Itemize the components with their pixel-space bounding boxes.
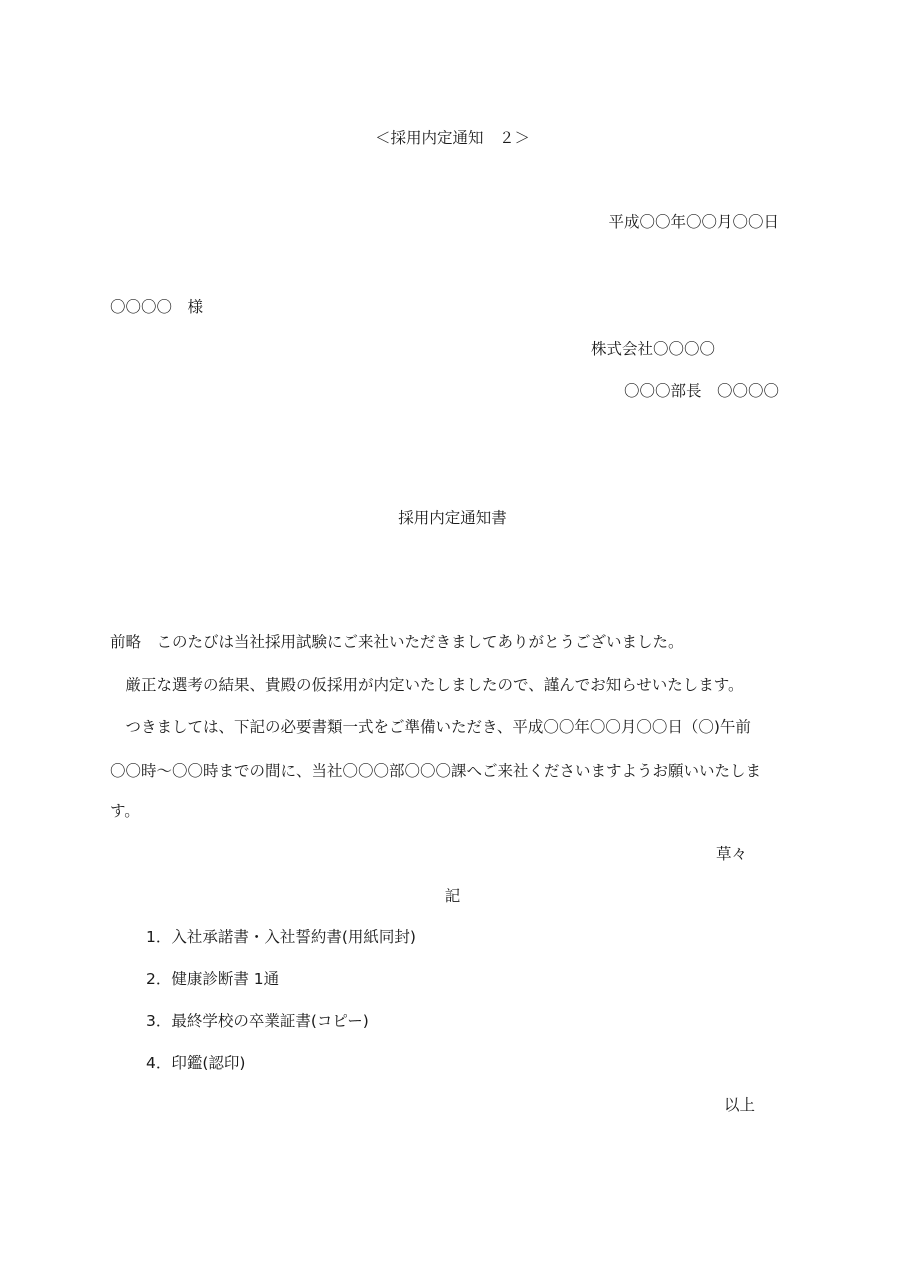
list-item: 2．健康診断書 1通 [146,970,280,988]
body-line: 〇〇時～〇〇時までの間に、当社〇〇〇部〇〇〇課へご来社くださいますようお願いいたしま [110,762,762,780]
sender-name: 〇〇〇部長 〇〇〇〇 [623,382,779,400]
list-item: 1．入社承諾書・入社誓約書(用紙同封) [146,928,416,946]
issue-date: 平成〇〇年〇〇月〇〇日 [608,213,779,231]
body-line: す。 [110,802,140,820]
recipient-name: 〇〇〇〇 様 [110,298,204,316]
list-item: 4．印鑑(認印) [146,1054,246,1072]
document-title: 採用内定通知書 [398,509,507,527]
body-line: 厳正な選考の結果、貴殿の仮採用が内定いたしましたので、謹んでお知らせいたします。 [110,676,744,694]
end-mark: 以上 [723,1096,755,1114]
ki-label: 記 [444,887,461,905]
sender-company: 株式会社〇〇〇〇 [590,340,715,358]
closing-phrase: 草々 [715,845,747,863]
body-line: 前略 このたびは当社採用試験にご来社いただきましてありがとうございました。 [110,633,684,651]
list-item: 3．最終学校の卒業証書(コピー) [146,1012,369,1030]
body-line: つきましては、下記の必要書類一式をご準備いただき、平成〇〇年〇〇月〇〇日（〇)午前 [110,718,751,736]
document-heading: ＜採用内定通知 ２＞ [374,129,530,147]
